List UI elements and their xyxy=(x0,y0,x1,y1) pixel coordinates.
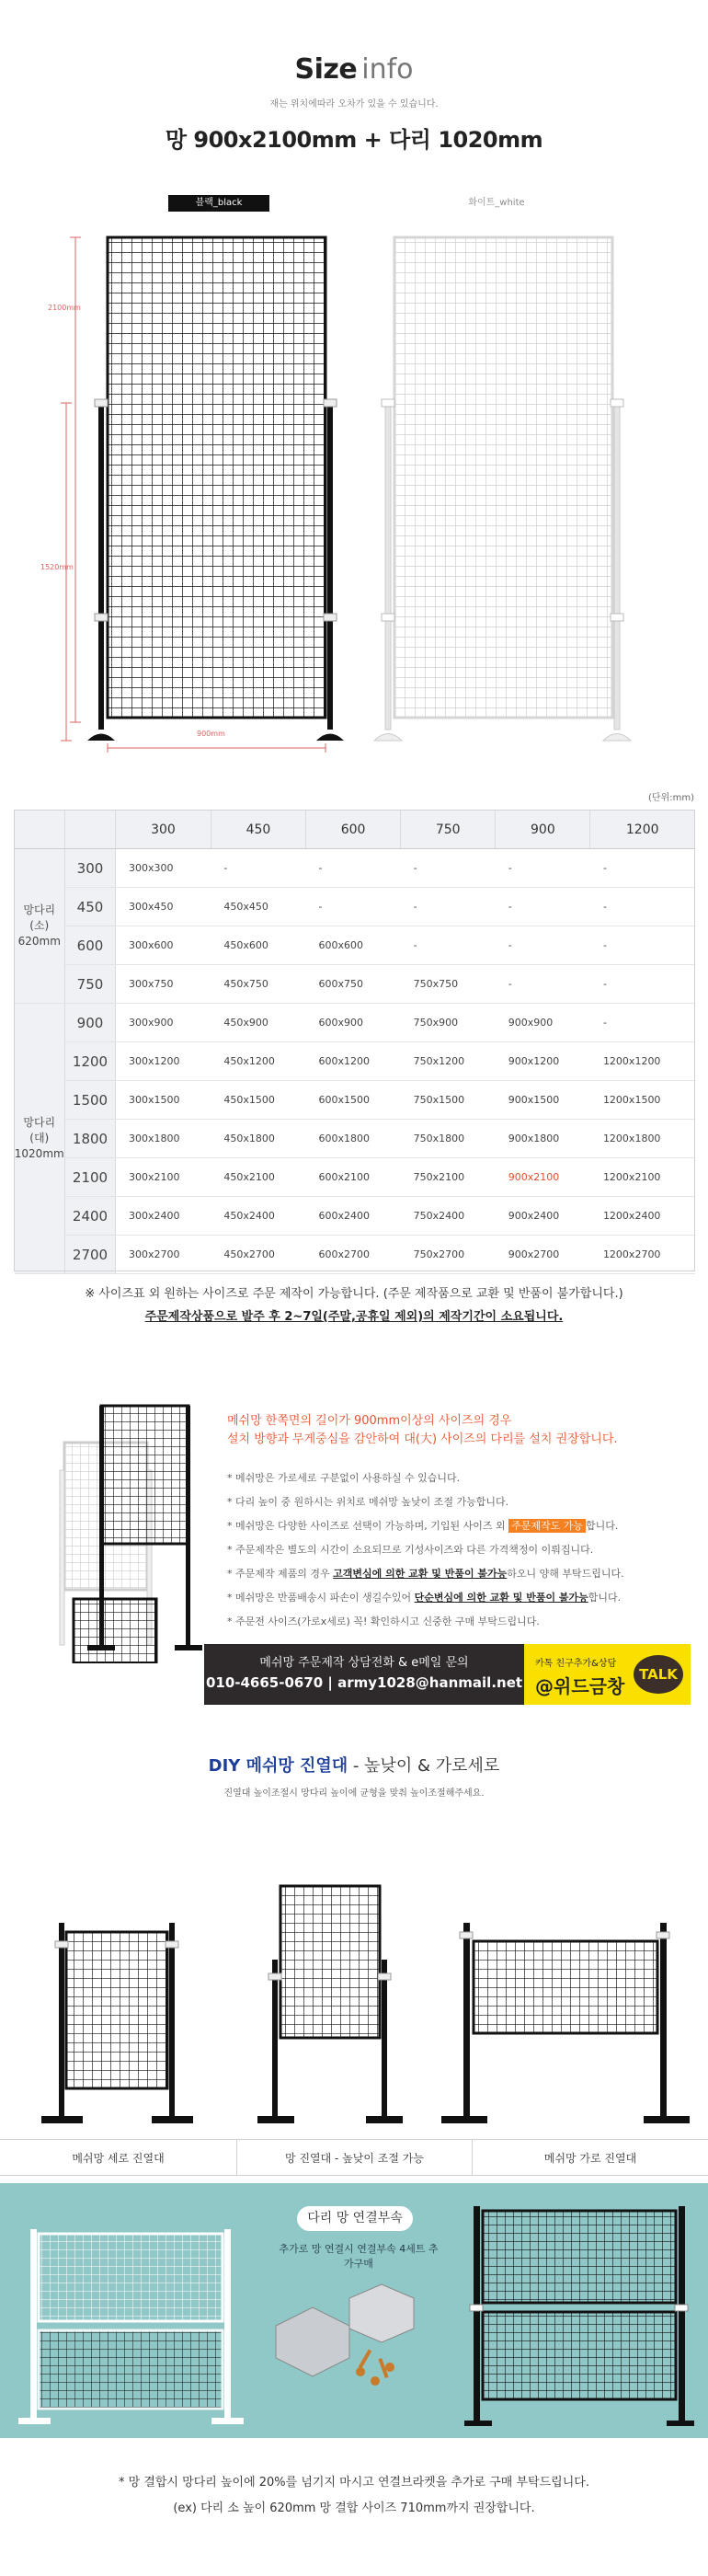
dim-label-1520: 1520mm xyxy=(40,563,74,571)
table-cell: 900x1200 xyxy=(496,1042,590,1081)
footer-note-1: * 망 결합시 망다리 높이에 20%를 넘기지 마시고 연결브라켓을 추가로 구매 부탁드립니다. xyxy=(119,2476,589,2490)
table-note-production: 주문제작상품으로 발주 후 2~7일(주말,공휴일 제외)의 제작기간이 소요됩니다. xyxy=(144,1310,564,1324)
title-bold: Size xyxy=(294,53,358,86)
table-cell: - xyxy=(496,926,590,965)
table-cell: - xyxy=(496,849,590,888)
kakao-banner[interactable] xyxy=(524,1644,691,1705)
subtitle: 재는 위치에따라 오차가 있을 수 있습니다. xyxy=(269,99,439,109)
table-row xyxy=(15,1042,695,1081)
table-row xyxy=(15,888,695,926)
note-item xyxy=(227,1586,687,1610)
table-cell: 450x450 xyxy=(211,888,305,926)
page-title xyxy=(0,53,708,86)
table-cell: 750x1800 xyxy=(401,1120,496,1158)
group-height: 620mm xyxy=(17,935,61,948)
table-row xyxy=(15,1004,695,1042)
table-cell: 300x450 xyxy=(116,888,211,926)
diy-stand-illustrations xyxy=(0,1868,708,2134)
table-cell: 600x1500 xyxy=(306,1081,401,1120)
footer-note-2: (ex) 다리 소 높이 620mm 망 결합 사이즈 710mm까지 권장합니다. xyxy=(173,2501,535,2515)
custom-heading-line2: 설치 방향과 무게중심을 감안하여 대(大) 사이즈의 다리를 설치 권장합니다. xyxy=(227,1432,618,1446)
table-cell: 1200x2100 xyxy=(590,1158,695,1197)
table-cell: 300x1200 xyxy=(116,1042,211,1081)
kakao-id[interactable]: @위드금창 xyxy=(535,1675,625,1697)
table-cell: - xyxy=(590,888,695,926)
note-item: * 메쉬망은 가로세로 구분없이 사용하실 수 있습니다. xyxy=(227,1472,461,1484)
table-cell: 600x2700 xyxy=(306,1236,401,1274)
table-cell: 450x1500 xyxy=(211,1081,305,1120)
table-row xyxy=(15,1081,695,1120)
kakao-talk-icon[interactable]: TALK xyxy=(634,1655,683,1694)
table-cell: 300x750 xyxy=(116,965,211,1004)
connector-brackets xyxy=(276,2284,414,2386)
white-mesh-stand xyxy=(374,237,631,741)
main-title: 망 900x2100mm + 다리 1020mm xyxy=(165,127,543,153)
group-label: 망다리(대) xyxy=(23,1116,56,1144)
table-note: ※ 사이즈표 외 원하는 사이즈로 주문 제작이 가능합니다. (주문 제작품으로 교환 및 반품이 불가합니다.) xyxy=(85,1287,623,1301)
table-cell: - xyxy=(306,888,401,926)
table-cell: 600x1800 xyxy=(306,1120,401,1158)
horizontal-stand xyxy=(441,1923,690,2123)
diy-title xyxy=(0,1753,708,1777)
diy-title-rest: - 높낮이 & 가로세로 xyxy=(348,1756,500,1776)
table-row-header: 600 xyxy=(65,926,116,965)
note-text: * 메쉬망은 반품배송시 파손이 생길수있어 xyxy=(227,1592,415,1604)
table-cell: 300x300 xyxy=(116,849,211,888)
table-unit: (단위:mm) xyxy=(648,793,694,803)
black-mesh-stand xyxy=(87,237,344,741)
diy-title-main: DIY 메쉬망 진열대 xyxy=(208,1756,348,1776)
caption-vertical-stand: 메쉬망 세로 진열대 xyxy=(0,2139,236,2176)
table-row-header: 1800 xyxy=(65,1120,116,1158)
custom-order-heading xyxy=(227,1412,650,1449)
table-group-header xyxy=(15,1004,65,1274)
white-double-stand xyxy=(18,2229,244,2424)
table-cell: - xyxy=(496,965,590,1004)
table-col-header: 300 xyxy=(116,811,211,849)
table-cell: 750x1500 xyxy=(401,1081,496,1120)
table-cell: - xyxy=(401,888,496,926)
table-col-header: 450 xyxy=(211,811,305,849)
table-cell: 300x1800 xyxy=(116,1120,211,1158)
table-row-header: 2700 xyxy=(65,1236,116,1274)
table-cell: 450x1800 xyxy=(211,1120,305,1158)
custom-heading-line1: 메쉬망 한쪽면의 길이가 900mm이상의 사이즈의 경우 xyxy=(227,1414,512,1428)
black-double-stand xyxy=(464,2206,694,2426)
table-cell: 900x900 xyxy=(496,1004,590,1042)
table-col-header: 1200 xyxy=(590,811,695,849)
table-row-header: 300 xyxy=(65,849,116,888)
table-cell: 900x2400 xyxy=(496,1197,590,1236)
note-text: 하오니 양해 부탁드립니다. xyxy=(507,1568,624,1580)
table-row xyxy=(15,1236,695,1274)
table-cell: 450x2700 xyxy=(211,1236,305,1274)
table-cell: 900x2700 xyxy=(496,1236,590,1274)
dim-label-2100: 2100mm xyxy=(48,304,81,312)
table-row-header: 750 xyxy=(65,965,116,1004)
note-item xyxy=(227,1562,687,1586)
note-item xyxy=(227,1514,687,1538)
diy-subtitle: 진열대 높이조절시 망다리 높이에 균형을 맞춰 높이조절해주세요. xyxy=(223,1788,485,1799)
table-row xyxy=(15,1158,695,1197)
table-cell: - xyxy=(306,849,401,888)
table-header-row xyxy=(15,811,695,849)
note-item: * 다리 높이 중 원하시는 위치로 메쉬망 높낮이 조절 가능합니다. xyxy=(227,1496,509,1508)
table-col-header: 750 xyxy=(401,811,496,849)
table-cell: - xyxy=(496,888,590,926)
table-cell: 1200x2700 xyxy=(590,1236,695,1274)
table-cell: 450x2400 xyxy=(211,1197,305,1236)
title-light: info xyxy=(361,53,414,86)
note-text: * 메쉬망은 다양한 사이즈로 선택이 가능하며, 기입된 사이즈 외 xyxy=(227,1520,509,1532)
contact-banner[interactable] xyxy=(204,1644,524,1705)
table-cell: 600x2100 xyxy=(306,1158,401,1197)
custom-order-highlight: 주문제작도 가능 xyxy=(508,1519,586,1533)
connector-subtitle: 추가로 망 연결시 연결부속 4세트 추가구매 xyxy=(279,2243,439,2270)
table-row xyxy=(15,965,695,1004)
table-row xyxy=(15,1197,695,1236)
table-cell: - xyxy=(590,965,695,1004)
table-cell: - xyxy=(401,849,496,888)
table-cell: 900x1500 xyxy=(496,1081,590,1120)
table-cell: 750x750 xyxy=(401,965,496,1004)
table-row-header: 900 xyxy=(65,1004,116,1042)
table-row-header: 2400 xyxy=(65,1197,116,1236)
table-cell: 750x2400 xyxy=(401,1197,496,1236)
table-cell: 900x1800 xyxy=(496,1120,590,1158)
table-cell: 450x600 xyxy=(211,926,305,965)
table-cell: 1200x1800 xyxy=(590,1120,695,1158)
table-cell: 600x2400 xyxy=(306,1197,401,1236)
table-cell: 450x1200 xyxy=(211,1042,305,1081)
caption-horizontal-stand: 메쉬망 가로 진열대 xyxy=(473,2139,708,2176)
table-cell: - xyxy=(590,926,695,965)
table-cell: 750x2100 xyxy=(401,1158,496,1197)
caption-height-adjustable: 망 진열대 - 높낮이 조절 가능 xyxy=(236,2139,473,2176)
white-color-label: 화이트_white xyxy=(468,198,525,208)
table-cell: 750x2700 xyxy=(401,1236,496,1274)
note-text: 합니다. xyxy=(588,1592,622,1604)
table-cell: 450x750 xyxy=(211,965,305,1004)
contact-phone-email[interactable]: 010-4665-0670 | army1028@hanmail.net xyxy=(205,1674,523,1691)
table-row xyxy=(15,926,695,965)
table-cell: 750x1200 xyxy=(401,1042,496,1081)
note-text: * 주문제작 제품의 경우 xyxy=(227,1568,334,1580)
black-color-label: 블랙_black xyxy=(168,195,269,212)
table-cell: 1200x2400 xyxy=(590,1197,695,1236)
group-label: 망다리(소) xyxy=(23,903,56,932)
custom-order-notes xyxy=(227,1466,687,1634)
table-col-header: 600 xyxy=(306,811,401,849)
table-cell: 300x600 xyxy=(116,926,211,965)
note-text: 합니다. xyxy=(586,1520,619,1532)
contact-label: 메쉬망 주문제작 상담전화 & e메일 문의 xyxy=(259,1656,469,1670)
table-corner xyxy=(15,811,65,849)
note-item: * 주문전 사이즈(가로x세로) 꼭! 확인하시고 신중한 구매 부탁드립니다. xyxy=(227,1616,540,1627)
table-row-header: 450 xyxy=(65,888,116,926)
table-cell: 600x600 xyxy=(306,926,401,965)
no-return-warning: 고객변심에 의한 교환 및 반품이 불가능 xyxy=(333,1568,508,1580)
table-cell: - xyxy=(211,849,305,888)
table-cell: 600x1200 xyxy=(306,1042,401,1081)
table-cell: - xyxy=(590,849,695,888)
table-cell: 900x2100 xyxy=(496,1158,590,1197)
table-cell: 1200x1500 xyxy=(590,1081,695,1120)
table-cell: 300x2100 xyxy=(116,1158,211,1197)
table-cell: 600x900 xyxy=(306,1004,401,1042)
note-item: * 주문제작은 별도의 시간이 소요되므로 기성사이즈와 다른 가격책정이 이뤄집니다. xyxy=(227,1544,594,1556)
table-row-header: 2100 xyxy=(65,1158,116,1197)
table-cell: 300x1500 xyxy=(116,1081,211,1120)
product-dimension-drawing xyxy=(0,212,708,764)
kakao-label: 카톡 친구추가&상담 xyxy=(535,1659,617,1669)
table-cell: - xyxy=(401,926,496,965)
table-cell: 450x2100 xyxy=(211,1158,305,1197)
connector-title: 다리 망 연결부속 xyxy=(297,2206,413,2231)
table-cell: 1200x1200 xyxy=(590,1042,695,1081)
table-cell: - xyxy=(590,1004,695,1042)
table-cell: 300x2700 xyxy=(116,1236,211,1274)
table-cell: 300x900 xyxy=(116,1004,211,1042)
group-height: 1020mm xyxy=(14,1147,64,1160)
height-adjustable-stand xyxy=(257,1886,403,2123)
table-cell: 450x900 xyxy=(211,1004,305,1042)
table-row xyxy=(15,1120,695,1158)
table-row-header: 1200 xyxy=(65,1042,116,1081)
table-cell: 750x900 xyxy=(401,1004,496,1042)
vertical-stand xyxy=(41,1923,193,2123)
no-return-warning: 단순변심에 의한 교환 및 반품이 불가능 xyxy=(414,1592,588,1604)
dim-label-900: 900mm xyxy=(197,730,225,738)
table-cell: 300x2400 xyxy=(116,1197,211,1236)
custom-stand-illustration xyxy=(55,1397,211,1663)
size-table xyxy=(14,810,695,1274)
table-row-header: 1500 xyxy=(65,1081,116,1120)
table-cell: 600x750 xyxy=(306,965,401,1004)
table-corner xyxy=(65,811,116,849)
table-col-header: 900 xyxy=(496,811,590,849)
table-group-header xyxy=(15,849,65,1004)
table-row xyxy=(15,849,695,888)
